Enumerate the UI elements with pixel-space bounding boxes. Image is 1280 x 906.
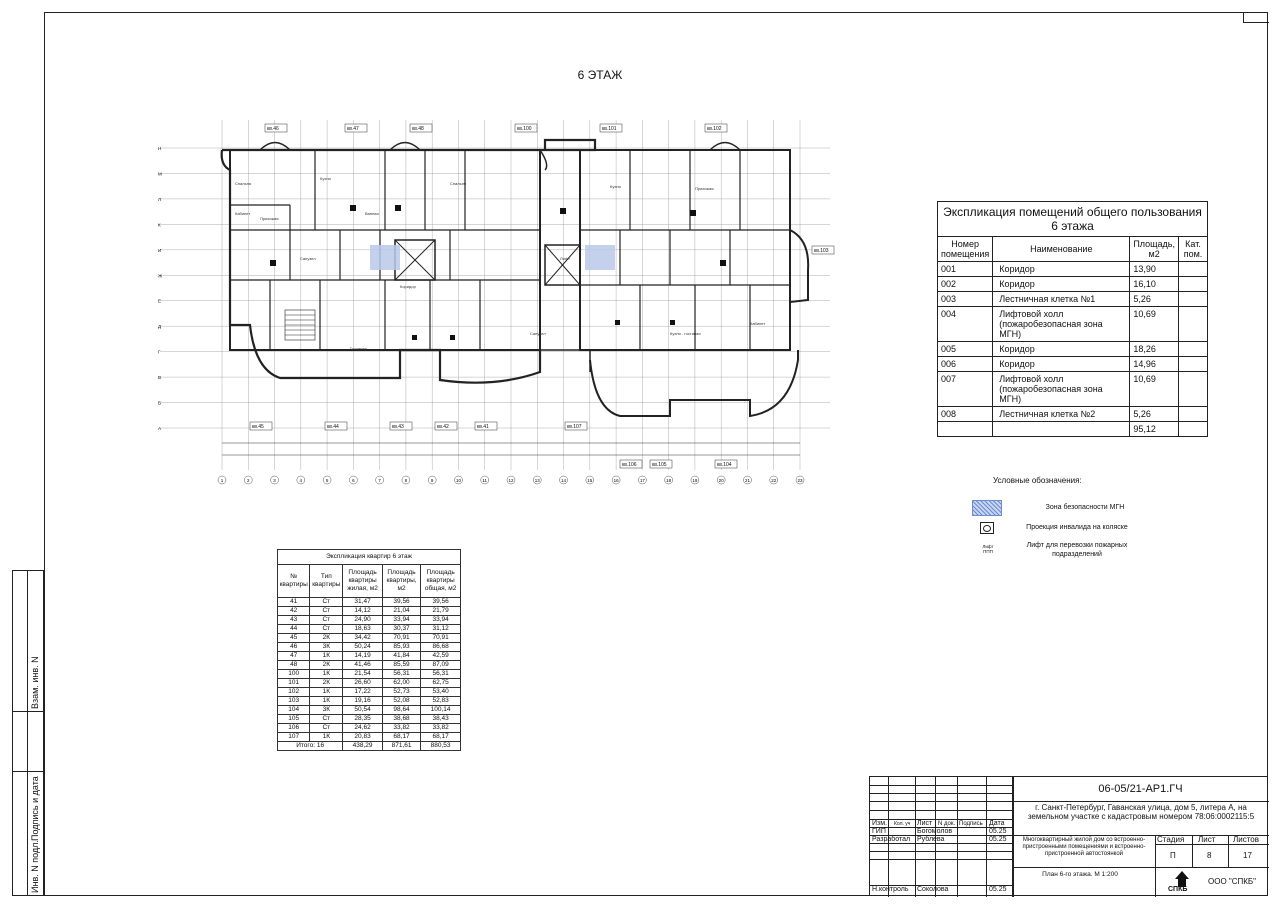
apartment-cell: 33,94: [421, 616, 461, 625]
apartment-cell: 42: [278, 607, 310, 616]
side-label-signature-date: Подпись и дата: [30, 776, 40, 841]
axis-number: 17: [639, 478, 645, 483]
apartment-cell: 70,91: [421, 634, 461, 643]
apartment-cell: 39,56: [382, 598, 420, 607]
apartment-tag-bottom-label: кв.107: [567, 424, 582, 430]
common-area-row: [938, 262, 1208, 277]
col-name: Наименование: [993, 237, 1130, 262]
apt-total-label: Итого: 16: [278, 742, 343, 751]
apartment-cell: Ст: [310, 616, 343, 625]
common-area-row: [938, 407, 1208, 422]
common-area-name: Лестничная клетка №2: [993, 407, 1130, 422]
apartment-cell: 41,46: [343, 661, 383, 670]
room-label: Кухня - гостиная: [670, 331, 701, 336]
tb-name-dev: Рублева: [917, 836, 945, 843]
apartment-cell: 85,93: [382, 643, 420, 652]
common-area-category: [1179, 342, 1208, 357]
total-cell-empty: [1179, 422, 1208, 437]
axis-number: 10: [455, 478, 461, 483]
apt-col-total: Площадь квартиры общая, м2: [421, 565, 461, 598]
common-area-name: Коридор: [993, 277, 1130, 292]
apartment-row: [278, 616, 461, 625]
tb-col-sheet: Лист: [917, 820, 933, 827]
common-area-value: 5,26: [1130, 292, 1179, 307]
apartment-cell: 14,19: [343, 652, 383, 661]
common-area-number: 005: [938, 342, 993, 357]
room-label: Кабинет: [750, 321, 766, 326]
apartment-cell: 33,82: [382, 724, 420, 733]
axis-number: 15: [587, 478, 593, 483]
apartment-cell: 105: [278, 715, 310, 724]
apartment-cell: 31,47: [343, 598, 383, 607]
tb-stage: П: [1170, 851, 1176, 860]
apartment-cell: 68,17: [382, 733, 420, 742]
axis-number: 3: [273, 478, 276, 483]
apartment-cell: 53,40: [421, 688, 461, 697]
apartment-cell: 38,43: [421, 715, 461, 724]
apartment-cell: 42,59: [421, 652, 461, 661]
common-area-row: [938, 292, 1208, 307]
common-area-category: [1179, 262, 1208, 277]
apartment-cell: 21,04: [382, 607, 420, 616]
apartment-cell: 50,54: [343, 706, 383, 715]
room-label: Кабинет: [235, 211, 251, 216]
apt-col-living: Площадь квартиры жилая, м2: [343, 565, 383, 598]
axis-number: 23: [797, 478, 803, 483]
sheet-title: 6 ЭТАЖ: [577, 68, 623, 82]
fire-lift-icon: Лифт ППП: [982, 544, 994, 554]
axis-letter: А: [158, 426, 162, 431]
common-area-number: 001: [938, 262, 993, 277]
apartment-cell: 1К: [310, 688, 343, 697]
axis-letter: Ж: [158, 273, 163, 279]
axis-number: 6: [352, 478, 355, 483]
room-label: Санузел: [300, 256, 316, 261]
apartment-tag-bottom-label: кв.42: [437, 424, 449, 430]
room-label: Спальня: [235, 181, 252, 186]
apartments-title: Экспликация квартир 6 этаж: [278, 550, 461, 565]
common-area-value: 5,26: [1130, 407, 1179, 422]
common-area-category: [1179, 292, 1208, 307]
common-area-number: 003: [938, 292, 993, 307]
apartment-cell: 31,12: [421, 625, 461, 634]
apartment-cell: 86,68: [421, 643, 461, 652]
apartment-cell: 1К: [310, 670, 343, 679]
total-cell-empty: [993, 422, 1130, 437]
tb-name-gip: Богомолов: [917, 828, 953, 835]
tb-role-control: Н.контроль: [872, 886, 909, 893]
apartment-cell: 106: [278, 724, 310, 733]
tb-code: 06-05/21-АР1.ГЧ: [1098, 783, 1183, 795]
apartment-cell: 41,84: [382, 652, 420, 661]
apartment-cell: 30,37: [382, 625, 420, 634]
room-label: Кухня: [610, 184, 621, 189]
axis-number: 4: [299, 478, 303, 483]
room-label: Ванная: [365, 211, 379, 216]
axis-letter: М: [158, 171, 162, 177]
apartment-cell: 46: [278, 643, 310, 652]
col-category: Кат. пом.: [1179, 237, 1208, 262]
apartment-cell: 28,35: [343, 715, 383, 724]
axis-number: 9: [430, 478, 434, 483]
tb-date-control: 05.25: [989, 886, 1007, 893]
legend-label-wheelchair: Проекция инвалида на коляске: [1026, 524, 1128, 531]
tb-col-date: Дата: [989, 820, 1005, 827]
apartment-cell: 1К: [310, 733, 343, 742]
room-label: Санузел: [530, 331, 546, 336]
apartment-cell: 50,24: [343, 643, 383, 652]
apartment-row: [278, 670, 461, 679]
tb-sheets-label: Листов: [1233, 835, 1259, 844]
axis-bubbles: [158, 146, 804, 484]
axis-number: 2: [247, 478, 250, 483]
apartment-cell: 52,73: [382, 688, 420, 697]
tb-role-gip: ГИП: [872, 828, 886, 835]
apartment-tag-bottom-label: кв.45: [252, 424, 264, 430]
apartments-table: [277, 549, 461, 751]
room-label: Спальня: [450, 181, 467, 186]
common-area-category: [1179, 357, 1208, 372]
apartment-row: [278, 661, 461, 670]
apt-total-living: 438,29: [343, 742, 383, 751]
apartment-cell: Ст: [310, 715, 343, 724]
apartment-cell: 47: [278, 652, 310, 661]
col-area: Площадь, м2: [1130, 237, 1179, 262]
apartment-cell: 20,83: [343, 733, 383, 742]
common-area-name: Коридор: [993, 342, 1130, 357]
apartment-row: [278, 679, 461, 688]
apt-total-overall: 880,53: [421, 742, 461, 751]
apartment-cell: 1К: [310, 652, 343, 661]
apartment-cell: 48: [278, 661, 310, 670]
apartment-cell: 43: [278, 616, 310, 625]
apartment-cell: 24,90: [343, 616, 383, 625]
axis-number: 11: [482, 478, 488, 483]
apartment-cell: 2К: [310, 679, 343, 688]
apartment-cell: 100: [278, 670, 310, 679]
total-cell-empty: [938, 422, 993, 437]
apartment-cell: 26,60: [343, 679, 383, 688]
plan-gridlines: [160, 120, 830, 470]
apartment-cell: 52,08: [382, 697, 420, 706]
tb-sheet-label: Лист: [1198, 835, 1216, 844]
apartment-row: [278, 697, 461, 706]
tb-col-change: Изм.: [872, 820, 887, 827]
apartment-cell: 24,62: [343, 724, 383, 733]
apartment-tag-bottom-label: кв.43: [392, 424, 404, 430]
apartment-cell: Ст: [310, 598, 343, 607]
apartment-cell: 56,31: [421, 670, 461, 679]
side-stamp-column: [13, 571, 28, 895]
axis-letter: К: [158, 222, 161, 228]
common-area-row: [938, 342, 1208, 357]
apartment-cell: Ст: [310, 607, 343, 616]
axis-letter: Д: [158, 324, 162, 330]
common-area-name: Коридор: [993, 357, 1130, 372]
wheelchair-projection-icon: [980, 522, 994, 534]
room-label: Прихожая: [695, 186, 714, 191]
apt-col-area: Площадь квартиры, м2: [382, 565, 420, 598]
tb-org: ООО "СПКБ": [1208, 877, 1257, 886]
apartment-row: [278, 643, 461, 652]
tb-sheet: 8: [1207, 851, 1212, 860]
axis-letter: Б: [158, 400, 161, 406]
tb-stage-label: Стадия: [1157, 835, 1185, 844]
apartment-tag-top-label: кв.47: [347, 126, 359, 132]
side-label-inv-original: Инв. N подл.: [30, 840, 40, 893]
side-label-replace-inv: Взам. инв. N: [30, 656, 40, 709]
axis-number: 13: [534, 478, 540, 483]
apartment-cell: 52,83: [421, 697, 461, 706]
apartment-cell: 62,00: [382, 679, 420, 688]
apartment-cell: 18,63: [343, 625, 383, 634]
apartment-tag-top-label: кв.100: [517, 126, 532, 132]
apartment-row: [278, 706, 461, 715]
common-area-name: Коридор: [993, 262, 1130, 277]
axis-number: 1: [220, 478, 224, 483]
apartment-cell: 39,56: [421, 598, 461, 607]
apartment-cell: 38,68: [382, 715, 420, 724]
apartment-tags: [250, 124, 834, 468]
common-area-row: [938, 372, 1208, 407]
axis-number: 7: [378, 478, 381, 483]
apartment-tag-bottom-label: кв.105: [652, 462, 667, 468]
common-area-name: Лестничная клетка №1: [993, 292, 1130, 307]
tb-drawing-name: План 6-го этажа. М 1:200: [1042, 871, 1118, 878]
axis-letter: Н: [158, 146, 162, 151]
apartment-tag-top-label: кв.46: [267, 126, 279, 132]
apartment-cell: 3К: [310, 706, 343, 715]
room-label: Гостиная: [350, 346, 367, 351]
axis-letter: И: [158, 247, 162, 253]
title-block: [869, 776, 1268, 896]
col-number: Номер помещения: [938, 237, 993, 262]
common-area-number: 004: [938, 307, 993, 342]
common-area-value: 10,69: [1130, 372, 1179, 407]
apartment-tag-right-label: кв.103: [814, 248, 829, 254]
apartment-cell: 68,17: [421, 733, 461, 742]
tb-project-name: Многоквартирный жилой дом со встроенно-пристроенными помещениями и встроенно-пристроенной автостоянкой: [1022, 837, 1146, 857]
common-area-category: [1179, 277, 1208, 292]
tb-col-signature: Подпись: [959, 821, 983, 827]
axis-number: 20: [718, 478, 724, 483]
tb-date-gip: 05.25: [989, 828, 1007, 835]
legend-label-mgn: Зона безопасности МГН: [1045, 504, 1125, 511]
apartment-cell: 3К: [310, 643, 343, 652]
tb-name-control: Соколова: [917, 886, 949, 893]
apartment-cell: 17,22: [343, 688, 383, 697]
apartment-tag-top-label: кв.48: [412, 126, 424, 132]
common-areas-table: [937, 201, 1208, 437]
apartment-row: [278, 634, 461, 643]
apt-col-number: № квартиры: [278, 565, 310, 598]
common-area-name: Лифтовой холл (пожаробезопасная зона МГН): [993, 307, 1130, 342]
apartment-cell: 2К: [310, 661, 343, 670]
side-stamp: [12, 570, 44, 896]
axis-number: 14: [561, 478, 567, 483]
apartment-cell: 104: [278, 706, 310, 715]
axis-letter: Г: [158, 349, 161, 355]
apartment-cell: 107: [278, 733, 310, 742]
axis-letter: Л: [158, 196, 161, 202]
axis-number: 19: [692, 478, 698, 483]
apartment-cell: 101: [278, 679, 310, 688]
tb-sheets: 17: [1243, 851, 1252, 860]
common-area-number: 006: [938, 357, 993, 372]
axis-letter: Е: [158, 298, 162, 304]
common-area-value: 10,69: [1130, 307, 1179, 342]
room-label: Кухня: [320, 176, 331, 181]
common-area-number: 007: [938, 372, 993, 407]
common-area-value: 16,10: [1130, 277, 1179, 292]
legend-title: Условные обозначения:: [993, 476, 1082, 485]
common-area-value: 13,90: [1130, 262, 1179, 277]
apartment-cell: 21,79: [421, 607, 461, 616]
legend-label-fire-lift: Лифт для перевозки пожарных подразделений: [1026, 542, 1128, 558]
common-area-value: 18,26: [1130, 342, 1179, 357]
apartment-row: [278, 607, 461, 616]
axis-number: 8: [404, 478, 408, 483]
apt-col-type: Тип квартиры: [310, 565, 343, 598]
common-areas-title: Экспликация помещений общего пользования 6 этажа: [938, 202, 1208, 237]
common-area-value: 14,96: [1130, 357, 1179, 372]
axis-number: 18: [666, 478, 672, 483]
common-area-number: 002: [938, 277, 993, 292]
spkb-logo-icon: [1172, 871, 1192, 887]
apartment-tag-bottom-label: кв.44: [327, 424, 339, 430]
tb-address: г. Санкт-Петербург, Гаванская улица, дом 5, литера А, на земельном участке с кадастровым номером 78:06:0002115:5: [1027, 803, 1255, 821]
apartment-row: [278, 715, 461, 724]
apartment-cell: 62,75: [421, 679, 461, 688]
apartment-cell: 33,82: [421, 724, 461, 733]
axis-number: 21: [744, 478, 750, 483]
apartment-row: [278, 625, 461, 634]
apartment-tag-bottom-label: кв.106: [622, 462, 637, 468]
apartment-cell: 2К: [310, 634, 343, 643]
apartment-tag-top-label: кв.101: [602, 126, 617, 132]
apartment-cell: 56,31: [382, 670, 420, 679]
apartment-cell: Ст: [310, 724, 343, 733]
apartment-cell: 34,42: [343, 634, 383, 643]
apartment-cell: 87,09: [421, 661, 461, 670]
apartment-cell: 19,16: [343, 697, 383, 706]
apartment-tag-bottom-label: кв.104: [717, 462, 732, 468]
common-area-row: [938, 277, 1208, 292]
side-stamp-divider: [13, 771, 43, 772]
room-label: Лифт: [560, 256, 570, 261]
apartment-cell: Ст: [310, 625, 343, 634]
room-label: Прихожая: [260, 216, 279, 221]
apt-total-area: 871,61: [382, 742, 420, 751]
room-label: Коридор: [400, 284, 416, 289]
tb-col-doc: N док.: [938, 821, 956, 827]
apartment-cell: 85,59: [382, 661, 420, 670]
apartment-row: [278, 733, 461, 742]
apartment-cell: 33,94: [382, 616, 420, 625]
hatched-zone-icon: [972, 500, 1002, 516]
axis-number: 12: [508, 478, 514, 483]
apartment-tag-top-label: кв.102: [707, 126, 722, 132]
axis-number: 5: [325, 478, 329, 483]
apartment-cell: 14,12: [343, 607, 383, 616]
apartment-cell: 70,91: [382, 634, 420, 643]
common-area-row: [938, 307, 1208, 342]
apartment-row: [278, 598, 461, 607]
common-area-row: [938, 357, 1208, 372]
apartment-cell: 1К: [310, 697, 343, 706]
common-area-category: [1179, 307, 1208, 342]
axis-number: 16: [613, 478, 619, 483]
apartment-cell: 44: [278, 625, 310, 634]
tb-date-dev: 05.25: [989, 836, 1007, 843]
corner-box: [1243, 12, 1269, 23]
apartment-cell: 100,14: [421, 706, 461, 715]
axis-number: 22: [771, 478, 777, 483]
tb-col-count: Кол. уч: [894, 821, 911, 827]
apartment-row: [278, 688, 461, 697]
apartment-cell: 45: [278, 634, 310, 643]
apartment-cell: 103: [278, 697, 310, 706]
apartment-cell: 102: [278, 688, 310, 697]
apartment-row: [278, 724, 461, 733]
apartment-row: [278, 652, 461, 661]
common-area-category: [1179, 407, 1208, 422]
axis-letter: В: [158, 375, 162, 381]
common-area-name: Лифтовой холл (пожаробезопасная зона МГН): [993, 372, 1130, 407]
total-area: 95,12: [1130, 422, 1179, 437]
apartment-cell: 98,64: [382, 706, 420, 715]
floor-plan: [150, 110, 840, 490]
common-area-category: [1179, 372, 1208, 407]
floor-plan-drawing: [150, 110, 840, 490]
side-stamp-divider: [13, 711, 43, 712]
apartment-cell: 41: [278, 598, 310, 607]
apartment-cell: 21,54: [343, 670, 383, 679]
apartment-tag-bottom-label: кв.41: [477, 424, 489, 430]
common-area-number: 008: [938, 407, 993, 422]
tb-role-dev: Разработал: [872, 836, 911, 843]
tb-org-logo-text: СПКБ: [1168, 886, 1188, 893]
